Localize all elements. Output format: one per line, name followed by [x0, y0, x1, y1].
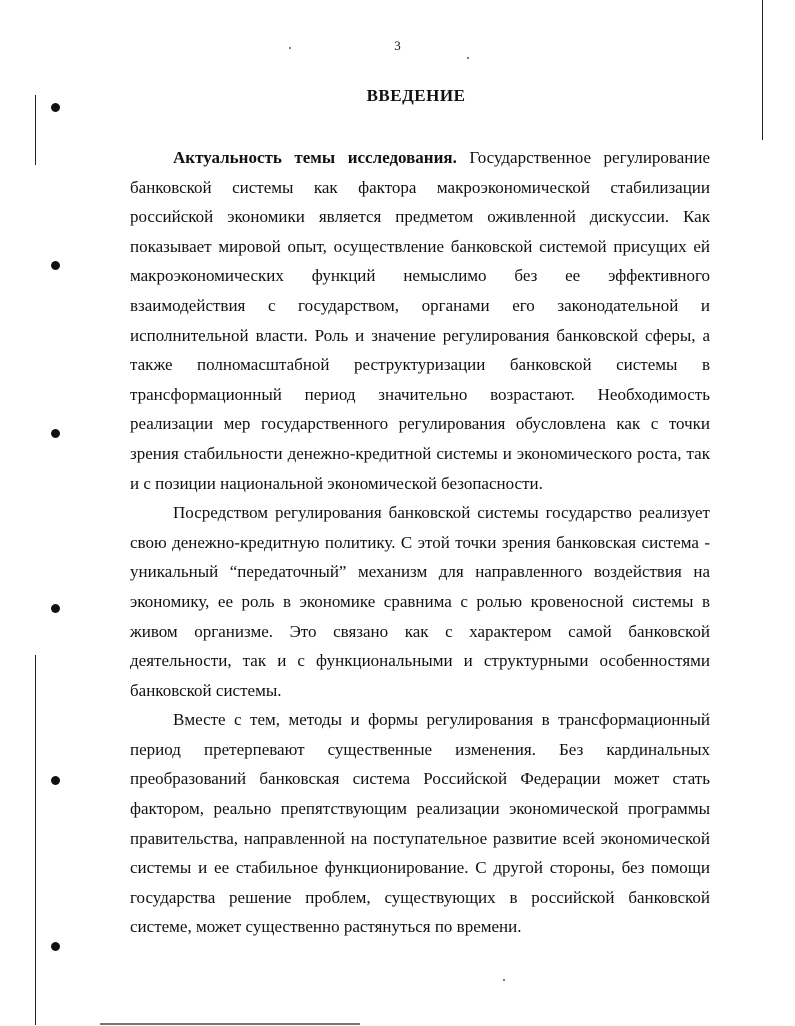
paragraph-lead: Актуальность темы исследования. [173, 148, 457, 167]
page-number: 3 [394, 38, 401, 53]
paragraph-2: Посредством регулирования банковской системы государство реализует свою денежно-кредитную политику. С этой точки зрения банковская система - уникальный “передаточный” механизм для направленного воздействия на экономику, ее роль в экономике сравнима с ролью кровеносной системы в живом организме. Это связано как с характером самой банковской деятельности, так и с функциональными и структурными особенностями банковской системы. [130, 503, 710, 700]
scan-edge-bottom [100, 1023, 360, 1025]
scan-speck [503, 979, 505, 981]
scan-speck [467, 57, 469, 59]
paragraph-3: Вместе с тем, методы и формы регулирования в трансформационный период претерпевают существенные изменения. Без кардинальных преобразований банковская система Российской Федерации может стать фактором, реально препятствующим реализации экономической программы правительства, направленной на поступательное развитие всей экономической системы и ее стабильное функционирование. С другой стороны, без помощи государства решение проблем, существующих в российской банковской системе, может существенно растянуться по времени. [130, 710, 710, 937]
binder-hole [51, 604, 60, 613]
scan-edge-left [35, 655, 36, 1025]
scan-speck [289, 47, 291, 49]
scan-edge-right [762, 0, 763, 140]
binder-hole [51, 942, 60, 951]
paragraph-1 [130, 143, 710, 498]
binder-hole [51, 429, 60, 438]
paragraph-1-text: Государственное регулирование банковской системы как фактора макроэкономической стабилизации российской экономики является предметом оживленной дискуссии. Как показывает мировой опыт, осуществление банковской системой присущих ей макроэкономических функций немыслимо без ее эффективного взаимодействия с государством, органами его законодательной и исполнительной власти. Роль и значение регулирования банковской сферы, а также полномасштабной реструктуризации банковской системы в трансформационный период значительно возрастают. Необходимость реализации мер государственного регулирования обусловлена как с точки зрения стабильности денежно-кредитной системы и экономического роста, так и с позиции национальной экономической безопасности. [130, 148, 710, 493]
binder-hole [51, 261, 60, 270]
scan-edge-left [35, 95, 36, 165]
binder-hole [51, 103, 60, 112]
body-text [130, 143, 710, 942]
page-title: ВВЕДЕНИЕ [366, 86, 466, 105]
binder-hole [51, 776, 60, 785]
